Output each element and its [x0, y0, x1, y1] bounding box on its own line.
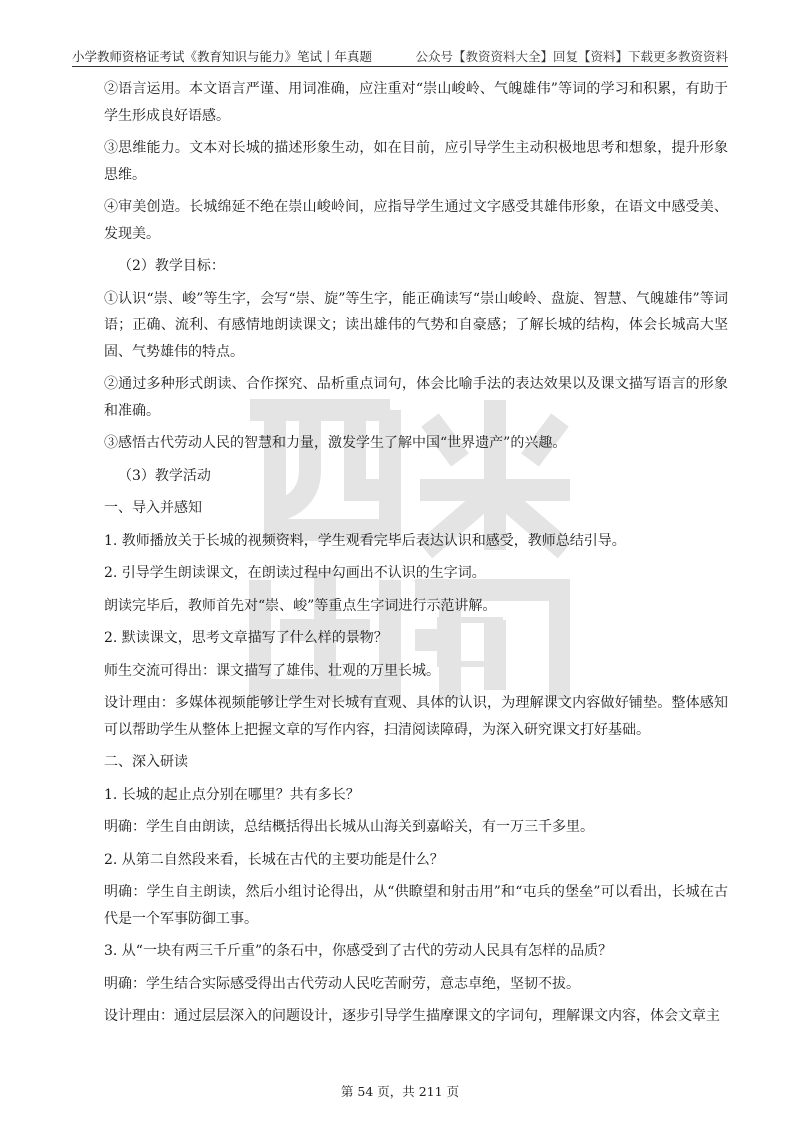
- heading-teaching-goals: （2）教学目标：: [118, 258, 225, 274]
- paragraph-aesthetic-creation: ④审美创造。长城绵延不绝在崇山峻岭间，应指导学生通过文字感受其雄伟形象，在语文中感受美、发现美。: [104, 199, 728, 242]
- paragraph-step-video: 1. 教师播放关于长城的视频资料，学生观看完毕后表达认识和感受，教师总结引导。: [104, 532, 626, 549]
- paragraph-answer-3: 明确：学生结合实际感受得出古代劳动人民吃苦耐劳，意志卓绝，坚韧不拔。: [104, 975, 580, 992]
- header-left-title: 小学教师资格证考试《教育知识与能力》笔试丨年真题: [72, 49, 373, 64]
- paragraph-design-reason-2: 设计理由：通过层层深入的问题设计，逐步引导学生描摩课文的字词句，理解课文内容，体会文章主: [104, 1008, 720, 1024]
- page-header: [72, 44, 728, 67]
- paragraph-step-silent-reading: 2. 默读课文，思考文章描写了什么样的景物？: [104, 630, 388, 646]
- paragraph-goal-2: ②通过多种形式朗读、合作探究、品析重点词句，体会比喻手法的表达效果以及课文描写语言的形象和准确。: [104, 376, 728, 419]
- paragraph-word-explanation: 朗读完毕后，教师首先对“崇、峻”等重点生字词进行示范讲解。: [104, 597, 497, 614]
- heading-intro-and-perception: 一、导入并感知: [104, 500, 202, 516]
- paragraph-step-read-aloud: 2. 引导学生朗读课文，在朗读过程中勾画出不认识的生字词。: [104, 565, 486, 581]
- paragraph-answer-1: 明确：学生自由朗读，总结概括得出长城从山海关到嘉峪关，有一万三千多里。: [104, 819, 594, 835]
- paragraph-question-1: 1. 长城的起止点分别在哪里？共有多长？: [104, 786, 360, 803]
- document-body: [104, 76, 728, 1030]
- page-number: 第 54 页，共 211 页: [340, 1084, 460, 1099]
- paragraph-goal-1: ①认识“崇、峻”等生字，会写“崇、旋”等生字，能正确读写“崇山峻岭、盘旋、智慧、气魄雄伟”等词语；正确、流利、有感情地朗读课文；读出雄伟的气势和自豪感；了解长城的结构，体会长城高大坚固、气势雄伟的特点。: [104, 290, 728, 360]
- heading-teaching-activities: （3）教学活动: [118, 467, 211, 484]
- header-right-note: 公众号【教资资料大全】回复【资料】下载更多教资资料: [415, 49, 728, 64]
- paragraph-question-3: 3. 从“一块有两三千斤重”的条石中，你感受到了古代的劳动人民具有怎样的品质？: [104, 943, 613, 959]
- heading-deep-reading: 二、深入研读: [104, 754, 188, 770]
- paragraph-language-use: ②语言运用。本文语言严谨、用词准确，应注重对“崇山峻岭、气魄雄伟”等词的学习和积累，有助于学生形成良好语感。: [104, 81, 728, 124]
- paragraph-design-reason-1: 设计理由：多媒体视频能够让学生对长城有直观、具体的认识，为理解课文内容做好铺垫。整体感知可以帮助学生从整体上把握文章的写作内容，扫清阅读障碍，为深入研究课文打好基础。: [104, 695, 728, 738]
- paragraph-thinking-ability: ③思维能力。文本对长城的描述形象生动，如在目前，应引导学生主动积极地思考和想象，提升形象思维。: [104, 140, 728, 183]
- paragraph-discussion-result: 师生交流可得出：课文描写了雄伟、壮观的万里长城。: [104, 662, 440, 679]
- paragraph-goal-3: ③感悟古代劳动人民的智慧和力量，激发学生了解中国“世界遗产”的兴趣。: [104, 435, 567, 451]
- paragraph-answer-2: 明确：学生自主朗读，然后小组讨论得出，从“供瞭望和射击用”和“屯兵的堡垒”可以看出，长城在古代是一个军事防御工事。: [104, 884, 728, 927]
- paragraph-question-2: 2. 从第二自然段来看，长城在古代的主要功能是什么？: [104, 851, 444, 868]
